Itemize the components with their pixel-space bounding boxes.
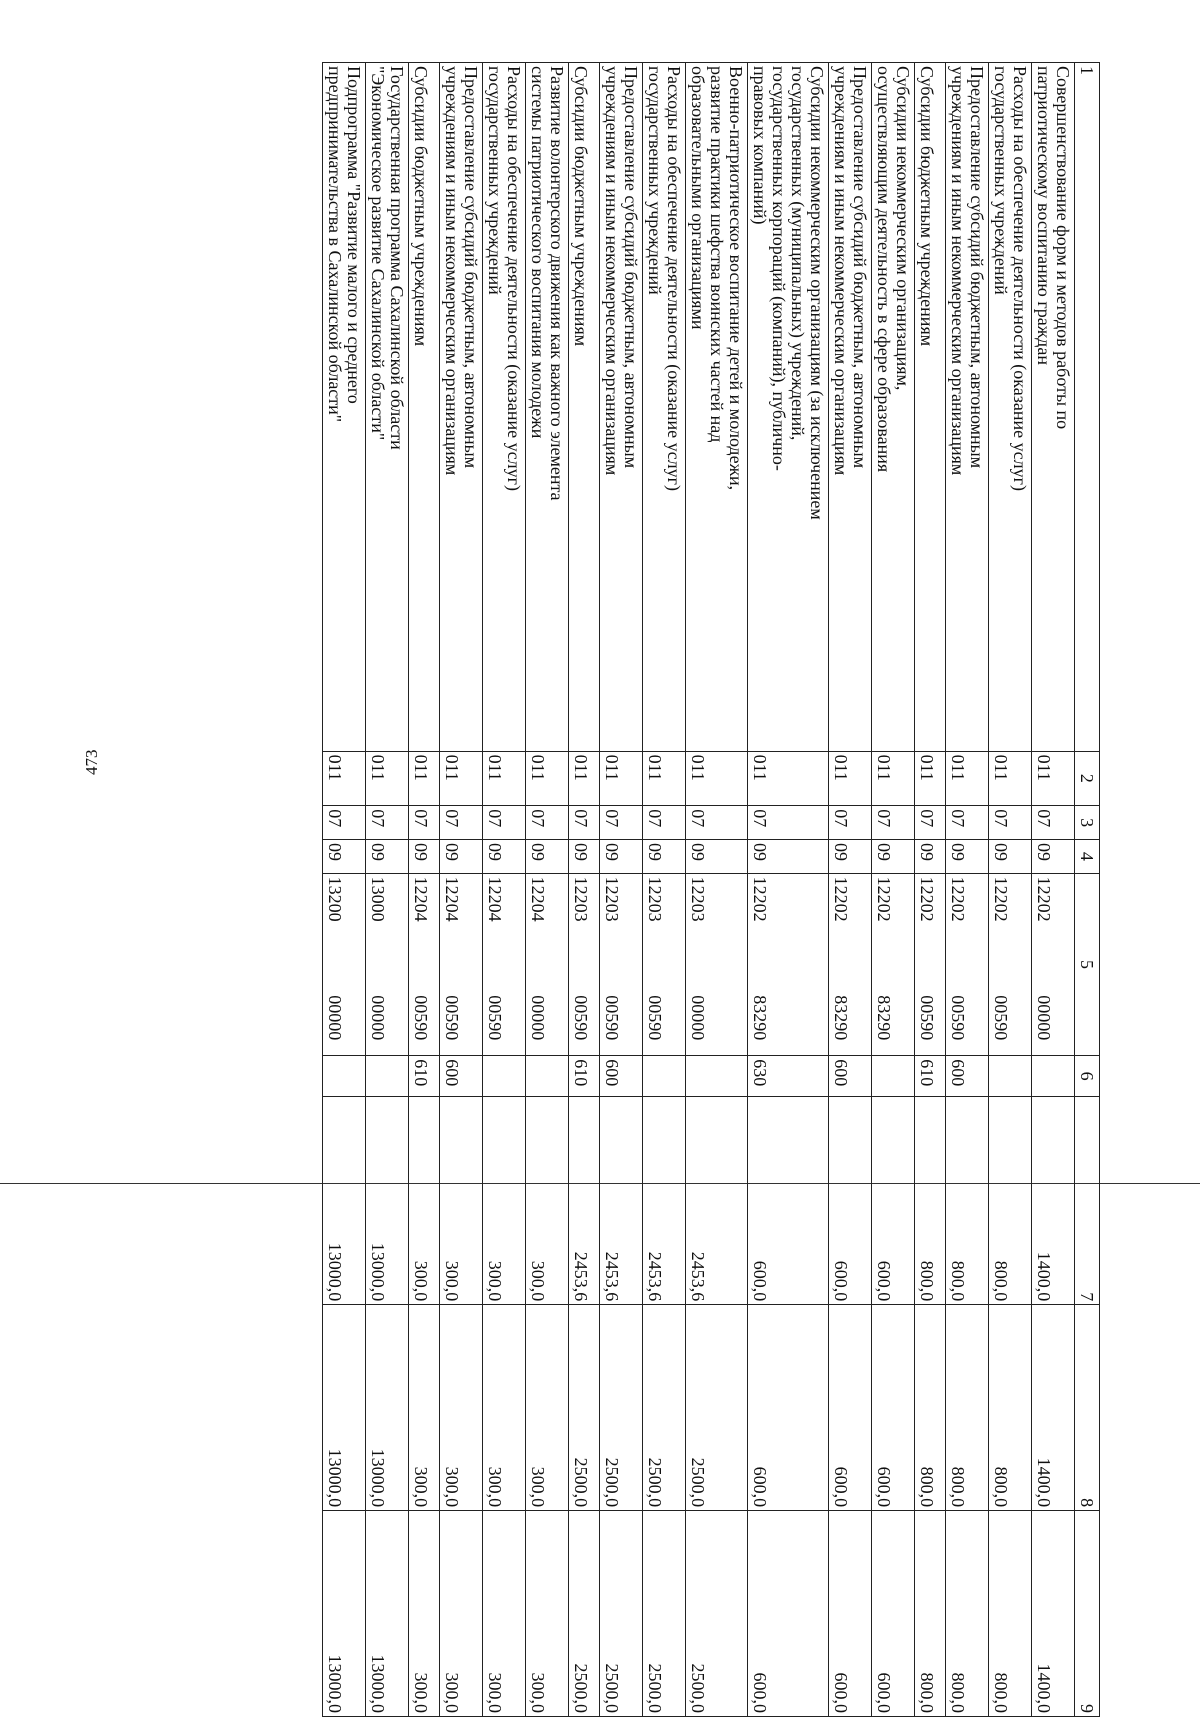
amount-year2-cell: 300,0 xyxy=(409,1305,440,1511)
subsection-code-cell: 09 xyxy=(643,839,686,873)
direction-code: 00590 xyxy=(485,995,505,1041)
table-row xyxy=(526,63,569,1717)
section-code-cell: 07 xyxy=(323,806,366,840)
subsection-code-cell: 09 xyxy=(483,839,526,873)
program-code: 12202 xyxy=(991,876,1011,922)
amount-year1-cell: 1400,0 xyxy=(1032,1096,1075,1304)
table-row xyxy=(989,63,1032,1717)
program-code: 12204 xyxy=(485,876,505,922)
row-name-cell: Расходы на обеспечение деятельности (оказание услуг) государственных учреждений xyxy=(989,63,1032,752)
row-name-cell: Субсидии некоммерческим организациям (за исключением государственных (муниципальных) учреждений, государственных корпораций (компаний), публично- правовых компаний) xyxy=(748,63,829,752)
table-row xyxy=(748,63,829,1717)
table-row xyxy=(915,63,946,1717)
target-article-cell xyxy=(323,873,366,1056)
direction-code: 00000 xyxy=(325,995,345,1041)
page-number: 473 xyxy=(82,749,101,775)
expense-type-cell: 600 xyxy=(440,1056,483,1097)
expense-type-cell: 610 xyxy=(569,1056,600,1097)
amount-year3-cell: 800,0 xyxy=(989,1511,1032,1717)
column-header: 5 xyxy=(1075,873,1100,1056)
amount-year1-cell: 2453,6 xyxy=(600,1096,643,1304)
amount-year3-cell: 300,0 xyxy=(483,1511,526,1717)
direction-code: 00000 xyxy=(688,995,708,1041)
subsection-code-cell: 09 xyxy=(829,839,872,873)
table-row xyxy=(569,63,600,1717)
amount-year3-cell: 13000,0 xyxy=(366,1511,409,1717)
column-header: 2 xyxy=(1075,751,1100,806)
ministry-code-cell: 011 xyxy=(323,751,366,806)
expense-type-cell: 600 xyxy=(829,1056,872,1097)
amount-year2-cell: 2500,0 xyxy=(686,1305,748,1511)
amount-year2-cell: 2500,0 xyxy=(569,1305,600,1511)
table-row xyxy=(829,63,872,1717)
column-number-row xyxy=(1075,63,1100,1717)
row-name-cell: Расходы на обеспечение деятельности (оказание услуг) государственных учреждений xyxy=(483,63,526,752)
table-row xyxy=(872,63,915,1717)
column-header: 9 xyxy=(1075,1511,1100,1717)
subsection-code-cell: 09 xyxy=(323,839,366,873)
ministry-code-cell: 011 xyxy=(440,751,483,806)
target-article-cell xyxy=(409,873,440,1056)
amount-year1-cell: 800,0 xyxy=(946,1096,989,1304)
section-code-cell: 07 xyxy=(686,806,748,840)
amount-year2-cell: 1400,0 xyxy=(1032,1305,1075,1511)
ministry-code-cell: 011 xyxy=(748,751,829,806)
amount-year1-cell: 2453,6 xyxy=(569,1096,600,1304)
amount-year1-cell: 13000,0 xyxy=(366,1096,409,1304)
direction-code: 00000 xyxy=(368,995,388,1041)
ministry-code-cell: 011 xyxy=(526,751,569,806)
row-name-cell: Предоставление субсидий бюджетным, автономным учреждениям и иным некоммерческим организациям xyxy=(946,63,989,752)
ministry-code-cell: 011 xyxy=(600,751,643,806)
expense-type-cell xyxy=(366,1056,409,1097)
amount-year1-cell: 800,0 xyxy=(989,1096,1032,1304)
target-article-cell xyxy=(829,873,872,1056)
section-code-cell: 07 xyxy=(829,806,872,840)
table-body xyxy=(323,63,1075,1717)
expense-type-cell xyxy=(1032,1056,1075,1097)
amount-year2-cell: 600,0 xyxy=(829,1305,872,1511)
ministry-code-cell: 011 xyxy=(366,751,409,806)
target-article-cell xyxy=(686,873,748,1056)
direction-code: 00590 xyxy=(442,995,462,1041)
expense-type-cell: 600 xyxy=(946,1056,989,1097)
ministry-code-cell: 011 xyxy=(643,751,686,806)
subsection-code-cell: 09 xyxy=(440,839,483,873)
amount-year2-cell: 13000,0 xyxy=(366,1305,409,1511)
target-article-cell xyxy=(440,873,483,1056)
amount-year1-cell: 300,0 xyxy=(409,1096,440,1304)
target-article-cell xyxy=(748,873,829,1056)
amount-year1-cell: 300,0 xyxy=(483,1096,526,1304)
ministry-code-cell: 011 xyxy=(409,751,440,806)
row-name-cell: Предоставление субсидий бюджетным, автономным учреждениям и иным некоммерческим организациям xyxy=(440,63,483,752)
amount-year2-cell: 300,0 xyxy=(483,1305,526,1511)
target-article-cell xyxy=(600,873,643,1056)
amount-year1-cell: 2453,6 xyxy=(686,1096,748,1304)
column-header: 4 xyxy=(1075,839,1100,873)
ministry-code-cell: 011 xyxy=(872,751,915,806)
table-row xyxy=(600,63,643,1717)
program-code: 12203 xyxy=(571,876,591,922)
amount-year3-cell: 2500,0 xyxy=(643,1511,686,1717)
column-header: 6 xyxy=(1075,1056,1100,1097)
section-code-cell: 07 xyxy=(600,806,643,840)
amount-year2-cell: 800,0 xyxy=(946,1305,989,1511)
expense-type-cell xyxy=(989,1056,1032,1097)
expense-type-cell xyxy=(643,1056,686,1097)
ministry-code-cell: 011 xyxy=(569,751,600,806)
amount-year3-cell: 800,0 xyxy=(915,1511,946,1717)
amount-year3-cell: 600,0 xyxy=(829,1511,872,1717)
amount-year3-cell: 800,0 xyxy=(946,1511,989,1717)
direction-code: 00590 xyxy=(645,995,665,1041)
table-row xyxy=(483,63,526,1717)
amount-year1-cell: 300,0 xyxy=(526,1096,569,1304)
amount-year3-cell: 13000,0 xyxy=(323,1511,366,1717)
subsection-code-cell: 09 xyxy=(1032,839,1075,873)
row-name-cell: Предоставление субсидий бюджетным, автономным учреждениям и иным некоммерческим организациям xyxy=(829,63,872,752)
section-code-cell: 07 xyxy=(989,806,1032,840)
ministry-code-cell: 011 xyxy=(989,751,1032,806)
table-row xyxy=(946,63,989,1717)
row-name-cell: Предоставление субсидий бюджетным, автономным учреждениям и иным некоммерческим организациям xyxy=(600,63,643,752)
amount-year2-cell: 800,0 xyxy=(989,1305,1032,1511)
amount-year1-cell: 600,0 xyxy=(748,1096,829,1304)
column-header: 3 xyxy=(1075,806,1100,840)
program-code: 12202 xyxy=(750,876,770,922)
direction-code: 00590 xyxy=(602,995,622,1041)
section-code-cell: 07 xyxy=(872,806,915,840)
row-name-cell: Совершенствование форм и методов работы по патриотическому воспитанию граждан xyxy=(1032,63,1075,752)
row-name-cell: Субсидии некоммерческим организациям, осуществляющим деятельность в сфере образования xyxy=(872,63,915,752)
direction-code: 83290 xyxy=(831,995,851,1041)
section-code-cell: 07 xyxy=(748,806,829,840)
program-code: 12203 xyxy=(645,876,665,922)
subsection-code-cell: 09 xyxy=(989,839,1032,873)
program-code: 13200 xyxy=(325,876,345,922)
program-code: 12203 xyxy=(602,876,622,922)
amount-year2-cell: 2500,0 xyxy=(643,1305,686,1511)
program-code: 12202 xyxy=(874,876,894,922)
ministry-code-cell: 011 xyxy=(483,751,526,806)
ministry-code-cell: 011 xyxy=(946,751,989,806)
direction-code: 00590 xyxy=(571,995,591,1041)
subsection-code-cell: 09 xyxy=(409,839,440,873)
program-code: 12203 xyxy=(688,876,708,922)
program-code: 12202 xyxy=(1034,876,1054,922)
target-article-cell xyxy=(526,873,569,1056)
subsection-code-cell: 09 xyxy=(748,839,829,873)
direction-code: 00590 xyxy=(991,995,1011,1041)
section-code-cell: 07 xyxy=(366,806,409,840)
amount-year3-cell: 300,0 xyxy=(409,1511,440,1717)
section-code-cell: 07 xyxy=(643,806,686,840)
program-code: 12202 xyxy=(831,876,851,922)
amount-year3-cell: 600,0 xyxy=(872,1511,915,1717)
ministry-code-cell: 011 xyxy=(686,751,748,806)
target-article-cell xyxy=(1032,873,1075,1056)
amount-year1-cell: 600,0 xyxy=(829,1096,872,1304)
target-article-cell xyxy=(366,873,409,1056)
budget-table xyxy=(322,62,1100,1717)
section-code-cell: 07 xyxy=(526,806,569,840)
expense-type-cell: 610 xyxy=(409,1056,440,1097)
table-row xyxy=(323,63,366,1717)
ministry-code-cell: 011 xyxy=(829,751,872,806)
direction-code: 00000 xyxy=(1034,995,1054,1041)
section-code-cell: 07 xyxy=(409,806,440,840)
program-code: 12204 xyxy=(442,876,462,922)
target-article-cell xyxy=(989,873,1032,1056)
amount-year1-cell: 300,0 xyxy=(440,1096,483,1304)
expense-type-cell xyxy=(323,1056,366,1097)
column-header: 7 xyxy=(1075,1096,1100,1304)
amount-year1-cell: 600,0 xyxy=(872,1096,915,1304)
amount-year1-cell: 13000,0 xyxy=(323,1096,366,1304)
subsection-code-cell: 09 xyxy=(946,839,989,873)
row-name-cell: Государственная программа Сахалинской области "Экономическое развитие Сахалинской области" xyxy=(366,63,409,752)
row-name-cell: Субсидии бюджетным учреждениям xyxy=(409,63,440,752)
table-row xyxy=(1032,63,1075,1717)
budget-table-sheet xyxy=(110,62,1100,1717)
table-row xyxy=(440,63,483,1717)
section-code-cell: 07 xyxy=(440,806,483,840)
direction-code: 00590 xyxy=(411,995,431,1041)
program-code: 13000 xyxy=(368,876,388,922)
expense-type-cell xyxy=(686,1056,748,1097)
target-article-cell xyxy=(915,873,946,1056)
column-header: 1 xyxy=(1075,63,1100,752)
ministry-code-cell: 011 xyxy=(1032,751,1075,806)
subsection-code-cell: 09 xyxy=(600,839,643,873)
amount-year2-cell: 600,0 xyxy=(872,1305,915,1511)
section-code-cell: 07 xyxy=(915,806,946,840)
subsection-code-cell: 09 xyxy=(915,839,946,873)
expense-type-cell: 630 xyxy=(748,1056,829,1097)
table-row xyxy=(366,63,409,1717)
program-code: 12202 xyxy=(917,876,937,922)
subsection-code-cell: 09 xyxy=(872,839,915,873)
amount-year1-cell: 800,0 xyxy=(915,1096,946,1304)
subsection-code-cell: 09 xyxy=(569,839,600,873)
row-name-cell: Развитие волонтерского движения как важного элемента системы патриотического воспитания молодежи xyxy=(526,63,569,752)
amount-year2-cell: 2500,0 xyxy=(600,1305,643,1511)
amount-year2-cell: 600,0 xyxy=(748,1305,829,1511)
direction-code: 83290 xyxy=(750,995,770,1041)
section-code-cell: 07 xyxy=(483,806,526,840)
direction-code: 00590 xyxy=(917,995,937,1041)
target-article-cell xyxy=(872,873,915,1056)
expense-type-cell xyxy=(526,1056,569,1097)
subsection-code-cell: 09 xyxy=(366,839,409,873)
row-name-cell: Субсидии бюджетным учреждениям xyxy=(569,63,600,752)
ministry-code-cell: 011 xyxy=(915,751,946,806)
section-code-cell: 07 xyxy=(569,806,600,840)
row-name-cell: Субсидии бюджетным учреждениям xyxy=(915,63,946,752)
expense-type-cell: 600 xyxy=(600,1056,643,1097)
amount-year2-cell: 300,0 xyxy=(526,1305,569,1511)
amount-year3-cell: 300,0 xyxy=(526,1511,569,1717)
table-row xyxy=(686,63,748,1717)
amount-year2-cell: 300,0 xyxy=(440,1305,483,1511)
amount-year2-cell: 13000,0 xyxy=(323,1305,366,1511)
direction-code: 83290 xyxy=(874,995,894,1041)
amount-year3-cell: 1400,0 xyxy=(1032,1511,1075,1717)
table-row xyxy=(409,63,440,1717)
section-code-cell: 07 xyxy=(946,806,989,840)
row-name-cell: Подпрограмма "Развитие малого и среднего предпринимательства в Сахалинской области" xyxy=(323,63,366,752)
amount-year3-cell: 2500,0 xyxy=(569,1511,600,1717)
row-name-cell: Расходы на обеспечение деятельности (оказание услуг) государственных учреждений xyxy=(643,63,686,752)
program-code: 12204 xyxy=(411,876,431,922)
subsection-code-cell: 09 xyxy=(526,839,569,873)
target-article-cell xyxy=(643,873,686,1056)
target-article-cell xyxy=(946,873,989,1056)
amount-year3-cell: 2500,0 xyxy=(686,1511,748,1717)
expense-type-cell xyxy=(483,1056,526,1097)
target-article-cell xyxy=(483,873,526,1056)
amount-year3-cell: 2500,0 xyxy=(600,1511,643,1717)
amount-year3-cell: 600,0 xyxy=(748,1511,829,1717)
table-row xyxy=(643,63,686,1717)
amount-year2-cell: 800,0 xyxy=(915,1305,946,1511)
subsection-code-cell: 09 xyxy=(686,839,748,873)
column-header: 8 xyxy=(1075,1305,1100,1511)
target-article-cell xyxy=(569,873,600,1056)
direction-code: 00590 xyxy=(948,995,968,1041)
program-code: 12204 xyxy=(528,876,548,922)
amount-year1-cell: 2453,6 xyxy=(643,1096,686,1304)
program-code: 12202 xyxy=(948,876,968,922)
section-code-cell: 07 xyxy=(1032,806,1075,840)
direction-code: 00000 xyxy=(528,995,548,1041)
row-name-cell: Военно-патриотическое воспитание детей и молодежи, развитие практики шефства воинских частей над образовательными организациями xyxy=(686,63,748,752)
expense-type-cell xyxy=(872,1056,915,1097)
amount-year3-cell: 300,0 xyxy=(440,1511,483,1717)
expense-type-cell: 610 xyxy=(915,1056,946,1097)
